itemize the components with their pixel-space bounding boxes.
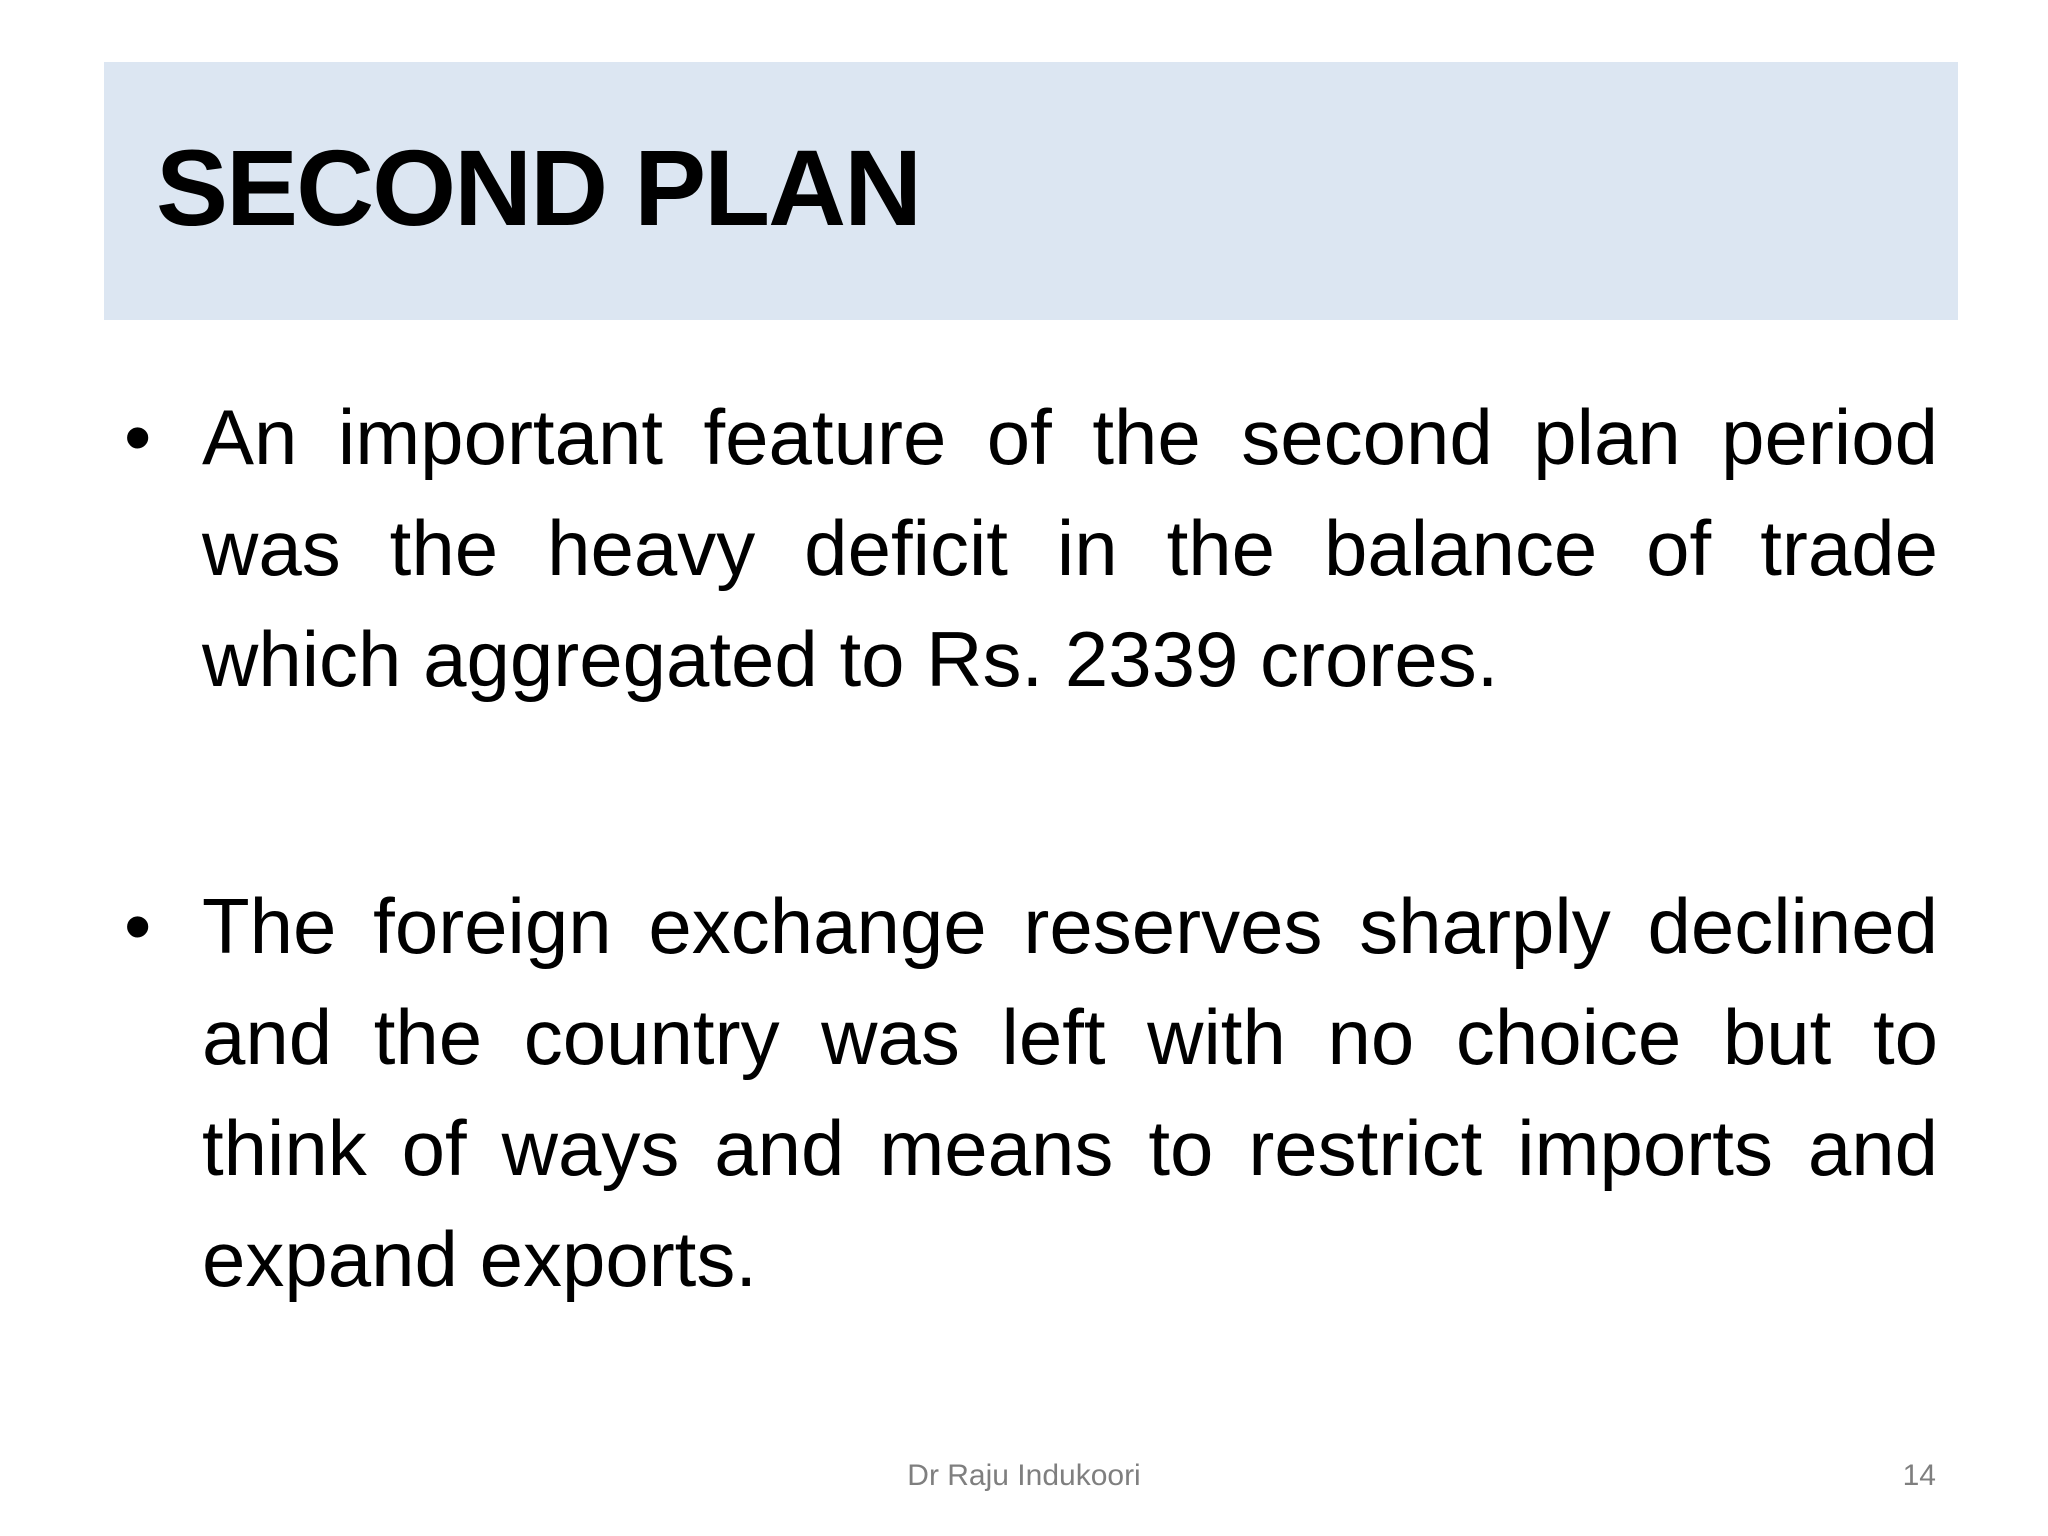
bullet-text: An important feature of the second plan period was the heavy deficit in the balance of trade which aggregated to Rs. 2339 crores. — [202, 393, 1938, 703]
page-number: 14 — [1902, 1459, 1936, 1492]
bullet-text: The foreign exchange reserves sharply declined and the country was left with no choice but to think of ways and means to restrict imports and expand exports. — [202, 882, 1938, 1303]
bullet-item — [120, 382, 1938, 715]
title-band — [104, 62, 1958, 320]
footer-author: Dr Raju Indukoori — [907, 1459, 1141, 1492]
bullet-list — [120, 382, 1938, 1471]
slide-title: SECOND PLAN — [156, 127, 921, 248]
bullet-item — [120, 871, 1938, 1315]
